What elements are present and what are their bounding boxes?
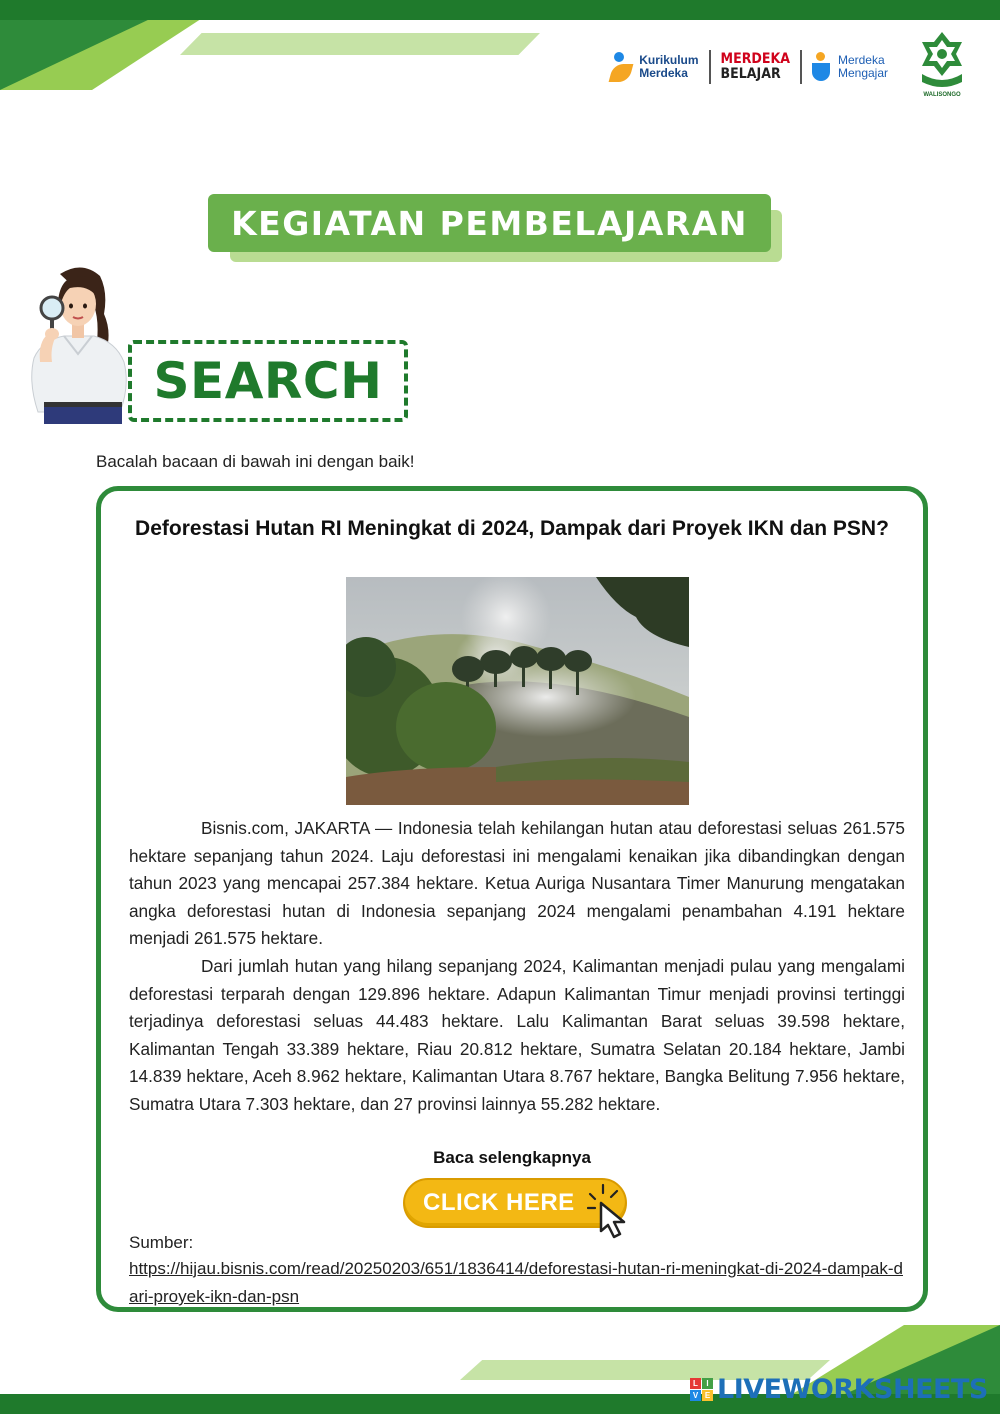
liveworksheets-icon bbox=[690, 1378, 713, 1401]
lw-letter: V bbox=[690, 1390, 701, 1401]
reading-instruction: Bacalah bacaan di bawah ini dengan baik! bbox=[96, 452, 415, 471]
lw-letter: L bbox=[690, 1378, 701, 1389]
lw-letter: I bbox=[702, 1378, 713, 1389]
article-title: Deforestasi Hutan RI Meningkat di 2024, Dampak dari Proyek IKN dan PSN? bbox=[135, 517, 889, 540]
article-paragraph: Bisnis.com, JAKARTA — Indonesia telah kehilangan hutan atau deforestasi seluas 261.575 hektare sepanjang tahun 2024. Laju deforestasi ini mengalami kenaikan jika dibandingkan dengan tahun 2023 yang mencapai 257.384 hektare. Ketua Auriga Nusantara Timer Manurung mengatakan angka deforestasi hutan di Indonesia sepanjang 2024 mengalami penambahan 4.191 hektare menjadi 261.575 hektare. bbox=[129, 818, 905, 949]
walisongo-logo bbox=[914, 30, 970, 104]
kurikulum-merdeka-icon bbox=[611, 50, 633, 84]
merdeka-mengajar-icon bbox=[812, 52, 832, 82]
top-border-bar bbox=[0, 0, 1000, 20]
merdeka-mengajar-line1: Merdeka bbox=[837, 53, 885, 67]
click-here-label: CLICK HERE bbox=[423, 1189, 575, 1216]
kurikulum-merdeka-logo bbox=[611, 50, 698, 84]
top-slant-stripe bbox=[180, 33, 540, 55]
liveworksheets-brand: LIVEWORKSHEETS bbox=[717, 1374, 988, 1405]
search-label-text: SEARCH bbox=[153, 352, 383, 410]
merdeka-belajar-line2: BELAJAR bbox=[720, 66, 781, 82]
kurikulum-merdeka-line2: Merdeka bbox=[639, 66, 688, 80]
article-body bbox=[129, 815, 905, 1119]
merdeka-mengajar-logo bbox=[812, 52, 888, 82]
source-link[interactable]: https://hijau.bisnis.com/read/20250203/651/1836414/deforestasi-hutan-ri-meningkat-di-2024-dampak-dari-proyek-ikn-dan-psn bbox=[129, 1259, 903, 1306]
walisongo-emblem-icon bbox=[916, 30, 968, 90]
section-heading-label: KEGIATAN PEMBELAJARAN bbox=[208, 194, 771, 252]
section-heading bbox=[208, 194, 783, 264]
header-logos bbox=[611, 30, 970, 104]
logo-divider bbox=[709, 50, 711, 84]
liveworksheets-watermark bbox=[690, 1374, 988, 1405]
article-card bbox=[96, 486, 928, 1312]
lw-letter: E bbox=[702, 1390, 713, 1401]
walisongo-caption: WALISONGO bbox=[923, 92, 961, 98]
article-paragraph: Dari jumlah hutan yang hilang sepanjang 2024, Kalimantan menjadi pulau yang mengalami deforestasi terparah dengan 129.896 hektare. Adapun Kalimantan Timur menjadi provinsi tertinggi terjadinya deforestasi seluas 44.483 hektare. Lalu Kalimantan Barat seluas 39.598 hektare, Kalimantan Tengah 33.389 hektare, Riau 20.812 hektare, Sumatra Selatan 20.184 hektare, Jambi 14.839 hektare, Aceh 8.962 hektare, Kalimantan Utara 8.767 hektare, Bangka Belitung 7.956 hektare, Sumatra Utara 7.303 hektare, dan 27 provinsi lainnya 55.282 hektare. bbox=[129, 955, 905, 1114]
pointer-cursor-icon bbox=[587, 1181, 647, 1239]
forest-fire-photo bbox=[346, 577, 689, 805]
kurikulum-merdeka-line1: Kurikulum bbox=[639, 53, 699, 67]
source-label: Sumber: bbox=[129, 1233, 194, 1252]
read-more-label: Baca selengkapnya bbox=[433, 1148, 591, 1167]
merdeka-belajar-line1: MERDEKA bbox=[720, 51, 790, 67]
girl-with-magnifier-illustration bbox=[20, 262, 135, 424]
logo-divider bbox=[800, 50, 802, 84]
merdeka-mengajar-line2: Mengajar bbox=[837, 66, 888, 80]
merdeka-belajar-logo bbox=[721, 52, 790, 82]
search-label-box bbox=[128, 340, 408, 422]
